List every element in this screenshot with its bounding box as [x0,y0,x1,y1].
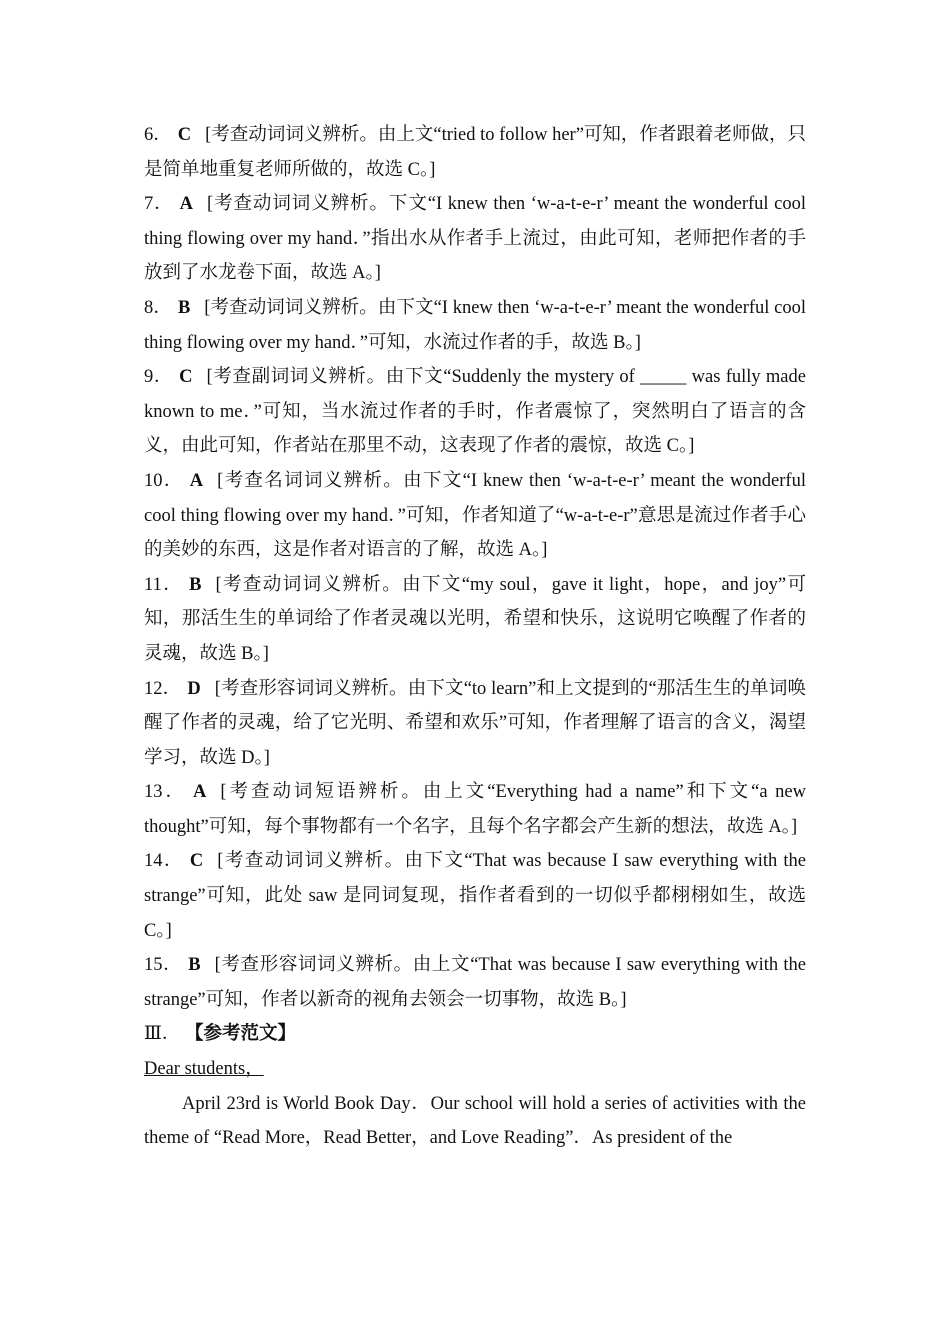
explanation-text: [考查动词词义辨析。下文“I knew then ‘w-a-t-e-r’ meant the wonderful cool thing flowing over my hand．”指出水从作者手上流过，由此可知，老师把作者的手放到了水龙卷下面，故选 A。] [144,194,806,284]
question-number: 12． [144,678,182,699]
question-number: 13． [144,782,187,803]
answer-item [144,775,806,844]
answer-letter: B [177,297,191,318]
question-number: 9． [144,367,174,388]
answer-letter: B [188,955,201,976]
explanation-text: [考查形容词词义辨析。由下文“to learn”和上文提到的“那活生生的单词唤醒了作者的灵魂，给了它光明、希望和欢乐”可知，作者理解了语言的含义，渴望学习，故选 D。] [144,678,806,768]
answer-item [144,568,806,672]
answer-letter: D [187,678,201,699]
explanation-text: [考查动词词义辨析。由下文“That was because I saw everything with the strange”可知，此处 saw 是同词复现，指作者看到的一切似乎都栩栩如生，故选 C。] [144,851,806,941]
explanation-text: [考查名词词义辨析。由下文“I knew then ‘w-a-t-e-r’ meant the wonderful cool thing flowing over my hand．”可知，作者知道了“w-a-t-e-r”意思是流过作者手心的美妙的东西，这是作者对语言的了解，故选 A。] [144,470,806,561]
explanation-text: [考查动词词义辨析。由上文“tried to follow her”可知，作者跟着老师做，只是简单地重复老师所做的，故选 C。] [144,125,806,180]
answer-item [144,187,806,291]
question-number: 7． [144,194,174,215]
answer-item [144,464,806,568]
answer-item [144,118,806,187]
explanation-text: [考查动词词义辨析。由下文“I knew then ‘w-a-t-e-r’ meant the wonderful cool thing flowing over my hand．”可知，水流过作者的手，故选 B。] [144,297,806,353]
section-heading [144,1017,806,1052]
explanation-text: [考查动词词义辨析。由下文“my soul，gave it light，hope，and joy”可知，那活生生的单词给了作者灵魂以光明，希望和快乐，这说明它唤醒了作者的灵魂，故选 B。] [144,574,806,664]
section-roman: Ⅲ． [144,1024,181,1045]
answer-letter: C [179,367,193,388]
section-title: 【参考范文】 [184,1024,296,1045]
answer-document [144,118,806,1156]
answer-letter: B [189,574,202,595]
answer-letter: A [192,782,207,803]
question-number: 8． [144,297,172,318]
essay-salutation: Dear students， [144,1059,264,1080]
question-number: 14． [144,851,184,872]
essay-paragraph: April 23rd is World Book Day．Our school will hold a series of activities with the theme of “Read More，Read Better，and Love Reading”．As president of the [144,1093,806,1149]
answer-letter: A [189,470,204,491]
answer-letter: C [189,851,204,872]
answer-item [144,844,806,948]
answer-item [144,360,806,464]
explanation-text: [考查副词词义辨析。由下文“Suddenly the mystery of _____ was fully made known to me．”可知，当水流过作者的手时，作者震惊了，突然明白了语言的含义，由此可知，作者站在那里不动，这表现了作者的震惊，故选 C。] [144,367,806,457]
question-number: 15． [144,955,183,976]
answer-item [144,672,806,776]
answer-item [144,291,806,360]
answer-letter: A [179,194,193,215]
explanation-text: [考查形容词词义辨析。由上文“That was because I saw everything with the strange”可知，作者以新奇的视角去领会一切事物，故选 B。] [144,955,806,1010]
answer-letter: C [177,125,192,145]
explanation-text: [考查动词短语辨析。由上文“Everything had a name”和下文“a new thought”可知，每个事物都有一个名字，且每个名字都会产生新的想法，故选 A。] [144,782,806,837]
question-number: 10． [144,470,184,491]
question-number: 6． [144,125,172,145]
answer-list [144,118,806,1017]
question-number: 11． [144,574,184,595]
answer-item [144,948,806,1017]
